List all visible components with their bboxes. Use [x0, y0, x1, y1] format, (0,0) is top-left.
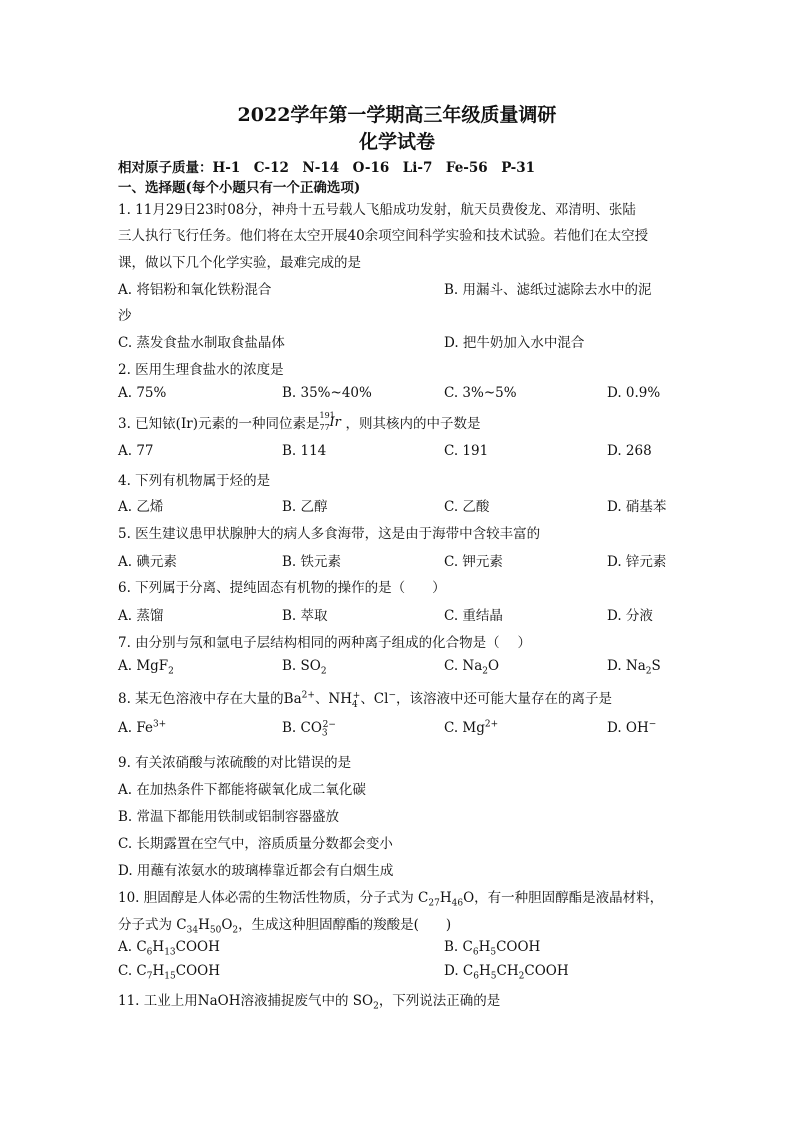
q2-option-a: A. 75% [118, 385, 167, 401]
q7-option-d: D. $Na_2S$ [607, 658, 661, 677]
q2-option-c: C. 3%~5% [444, 385, 517, 401]
q7-option-b: B. $SO_2$ [282, 658, 327, 677]
q2-option-b: B. 35%~40% [282, 385, 372, 401]
q3-option-b: B. 114 [282, 443, 327, 459]
q7-option-c: C. $Na_2O$ [444, 658, 500, 677]
q10-option-b: B. $C_6H_5COOH$ [444, 939, 541, 958]
q5-option-b: B. 铁元素 [282, 554, 342, 570]
q7-stem: 7. 由分别与氖和氩电子层结构相同的两种离子组成的化合物是（ ） [118, 635, 531, 651]
q8-option-a: A. $Fe^{3+}$ [118, 719, 167, 736]
section-heading: 一、选择题(每个小题只有一个正确选项) [118, 180, 361, 196]
q3-stem [118, 412, 481, 432]
q9-stem: 9. 有关浓硝酸与浓硫酸的对比错误的是 [118, 755, 352, 771]
q3-option-a: A. 77 [118, 443, 154, 459]
q2-option-d: D. 0.9% [607, 385, 661, 401]
q3-stem-post: ，则其核内的中子数是 [345, 416, 481, 432]
q8-stem: 8. 某无色溶液中存在大量的$Ba^{2+}$、$NH_4^+$、Cl−，该溶液中还可能大量存在的离子是 [118, 690, 613, 710]
q9-option-d: D. 用蘸有浓氨水的玻璃棒靠近都会有白烟生成 [118, 863, 394, 879]
q1-stem-line3: 课，做以下几个化学实验，最难完成的是 [118, 255, 361, 271]
exam-title: 2022学年第一学期高三年级质量调研 [237, 104, 557, 126]
q2-stem: 2. 医用生理食盐水的浓度是 [118, 362, 284, 378]
q1-stem-line2: 三人执行飞行任务。他们将在太空开展40余项空间科学实验和技术试验。若他们在太空授 [118, 228, 649, 244]
q5-option-d: D. 锌元素 [607, 554, 667, 570]
q6-option-d: D. 分液 [607, 608, 653, 624]
q9-option-c: C. 长期露置在空气中，溶质质量分数都会变小 [118, 836, 393, 852]
q10-option-c: C. $C_7H_{15}COOH$ [118, 963, 220, 982]
q3-option-c: C. 191 [444, 443, 489, 459]
q4-option-d: D. 硝基苯 [607, 499, 667, 515]
q9-option-b: B. 常温下都能用铁制或铝制容器盛放 [118, 809, 340, 825]
q6-stem: 6. 下列属于分离、提纯固态有机物的操作的是（ ） [118, 580, 446, 596]
iridium-isotope: 191 77 Ir [319, 411, 341, 432]
q3-option-d: D. 268 [607, 443, 652, 459]
q1-option-b-cont: 沙 [118, 308, 132, 324]
q5-option-c: C. 钾元素 [444, 554, 503, 570]
q7-option-a: A. MgF$_2$ [118, 658, 174, 677]
q1-option-d: D. 把牛奶加入水中混合 [444, 335, 585, 351]
q10-option-a: A. $C_6H_{13}COOH$ [118, 939, 220, 958]
q8-option-b: B. $CO_3^{2-}$ [282, 719, 336, 739]
q5-option-a: A. 碘元素 [118, 554, 177, 570]
q1-option-c: C. 蒸发食盐水制取食盐晶体 [118, 335, 285, 351]
q10-stem-line1: 10. 胆固醇是人体必需的生物活性物质，分子式为 $C_{27}H_{46}O$，有一种胆固醇酯是液晶材料， [118, 890, 664, 909]
q3-stem-pre: 3. 已知铱(Ir)元素的一种同位素是 [118, 416, 320, 432]
q10-stem-line2: 分子式为 $C_{34}H_{50}O_2$，生成这种胆固醇酯的羧酸是( ) [118, 917, 452, 936]
q8-option-c: C. $Mg^{2+}$ [444, 719, 499, 736]
q4-option-a: A. 乙烯 [118, 499, 164, 515]
atomic-masses: 相对原子质量：H-1 C-12 N-14 O-16 Li-7 Fe-56 P-31 [118, 160, 536, 176]
q1-option-b: B. 用漏斗、滤纸过滤除去水中的泥 [444, 282, 652, 298]
exam-subtitle: 化学试卷 [358, 131, 435, 153]
q1-option-a: A. 将铝粉和氧化铁粉混合 [118, 282, 272, 298]
q9-option-a: A. 在加热条件下都能将碳氧化成二氧化碳 [118, 782, 366, 798]
q6-option-b: B. 萃取 [282, 608, 328, 624]
q11-stem: 11. 工业上用NaOH溶液捕捉废气中的 $SO_2$，下列说法正确的是 [118, 993, 501, 1012]
q6-option-c: C. 重结晶 [444, 608, 503, 624]
q4-option-b: B. 乙醇 [282, 499, 328, 515]
q4-stem: 4. 下列有机物属于烃的是 [118, 473, 271, 489]
q6-option-a: A. 蒸馏 [118, 608, 164, 624]
q8-option-d: D. OH− [607, 719, 657, 736]
q1-stem-line1: 1. 11月29日23时08分，神舟十五号载人飞船成功发射，航天员费俊龙、邓清明、张陆 [118, 202, 636, 218]
q10-option-d: D. $C_6H_5CH_2COOH$ [444, 963, 569, 982]
q5-stem: 5. 医生建议患甲状腺肿大的病人多食海带，这是由于海带中含较丰富的 [118, 526, 541, 542]
q4-option-c: C. 乙酸 [444, 499, 490, 515]
